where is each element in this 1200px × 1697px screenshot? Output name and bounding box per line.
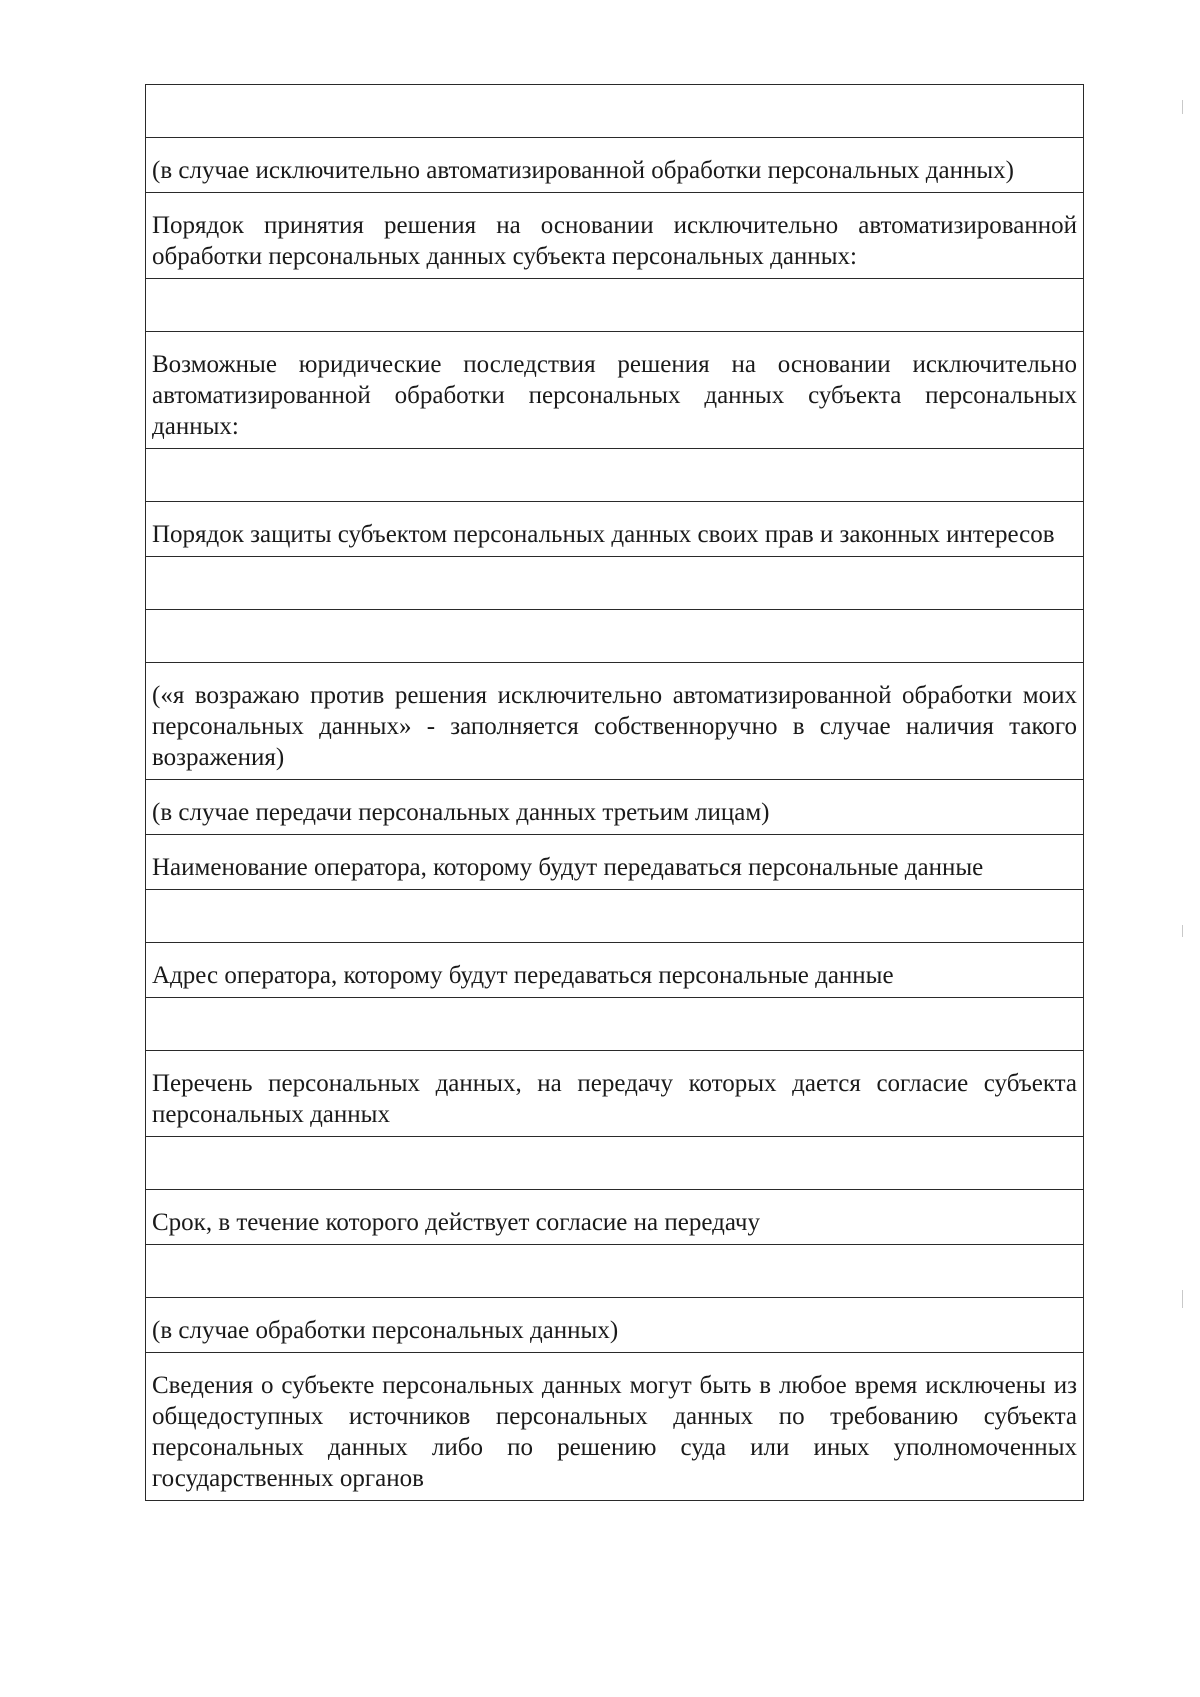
label-operator-address: Адрес оператора, которому будут передаваться персональные данные bbox=[146, 943, 1083, 998]
fill-field-legal-consequences[interactable] bbox=[146, 449, 1083, 502]
fill-field-transfer-consent-term[interactable] bbox=[146, 1245, 1083, 1298]
fill-field-transfer-data-list[interactable] bbox=[146, 1137, 1083, 1190]
note-auto-processing: (в случае исключительно автоматизированной обработки персональных данных) bbox=[146, 138, 1083, 193]
fill-field-rights-protection-1[interactable] bbox=[146, 557, 1083, 610]
label-legal-consequences: Возможные юридические последствия решения на основании исключительно автоматизированной обработки персональных данных субъекта персональных данных: bbox=[146, 332, 1083, 449]
note-data-processing: (в случае обработки персональных данных) bbox=[146, 1298, 1083, 1353]
scan-mark-right-1 bbox=[1182, 100, 1183, 114]
label-operator-name: Наименование оператора, которому будут передаваться персональные данные bbox=[146, 835, 1083, 890]
scan-mark-right-2 bbox=[1182, 925, 1183, 937]
statement-data-exclusion: Сведения о субъекте персональных данных могут быть в любое время исключены из общедоступных источников персональных данных по требованию субъекта персональных данных либо по решению суда или иных уполномоченных государственных органов bbox=[146, 1353, 1083, 1501]
fill-field-decision-procedure[interactable] bbox=[146, 279, 1083, 332]
note-objection: («я возражаю против решения исключительно автоматизированной обработки моих персональных данных» - заполняется собственноручно в случае наличия такого возражения) bbox=[146, 663, 1083, 780]
consent-form-table bbox=[145, 84, 1084, 1501]
label-decision-procedure: Порядок принятия решения на основании исключительно автоматизированной обработки персональных данных субъекта персональных данных: bbox=[146, 193, 1083, 279]
label-transfer-consent-term: Срок, в течение которого действует согласие на передачу bbox=[146, 1190, 1083, 1245]
label-transfer-data-list: Перечень персональных данных, на передачу которых дается согласие субъекта персональных данных bbox=[146, 1051, 1083, 1137]
label-rights-protection: Порядок защиты субъектом персональных данных своих прав и законных интересов bbox=[146, 502, 1083, 557]
fill-field-auto-processing-header[interactable] bbox=[146, 85, 1083, 138]
fill-field-operator-address[interactable] bbox=[146, 998, 1083, 1051]
fill-field-operator-name[interactable] bbox=[146, 890, 1083, 943]
note-third-party-transfer: (в случае передачи персональных данных третьим лицам) bbox=[146, 780, 1083, 835]
fill-field-rights-protection-2[interactable] bbox=[146, 610, 1083, 663]
scan-mark-right-3 bbox=[1182, 1290, 1183, 1308]
